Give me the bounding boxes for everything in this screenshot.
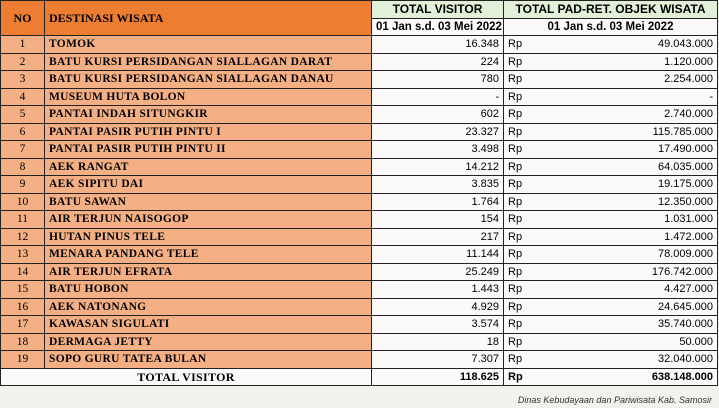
row-number: 18 [1,333,45,351]
currency-label: Rp [504,316,528,334]
currency-label: Rp [504,281,528,299]
currency-label: Rp [504,106,528,124]
table-row [1,53,718,71]
destination-name: PANTAI PASIR PUTIH PINTU I [45,123,372,141]
visitor-count: 154 [372,211,504,229]
source-note: Dinas Kebudayaan dan Pariwisata Kab. Samosir [517,395,712,405]
currency-label: Rp [504,123,528,141]
destination-name: BATU KURSI PERSIDANGAN SIALLAGAN DANAU [45,71,372,89]
header-period-visitor: 01 Jan s.d. 03 Mei 2022 [372,18,504,36]
visitor-count: 780 [372,71,504,89]
total-label: TOTAL VISITOR [1,368,372,386]
table-row [1,36,718,54]
row-number: 17 [1,316,45,334]
pad-amount: 50.000 [528,333,718,351]
row-number: 12 [1,228,45,246]
currency-label: Rp [504,298,528,316]
currency-label: Rp [504,211,528,229]
table-row [1,193,718,211]
visitor-count: 7.307 [372,351,504,369]
row-number: 2 [1,53,45,71]
visitor-count: 3.835 [372,176,504,194]
row-number: 16 [1,298,45,316]
currency-label: Rp [504,88,528,106]
currency-label: Rp [504,53,528,71]
destination-name: MENARA PANDANG TELE [45,246,372,264]
visitor-count: 16.348 [372,36,504,54]
table-row [1,71,718,89]
table-row [1,158,718,176]
destination-name: SOPO GURU TATEA BULAN [45,351,372,369]
header-total-pad: TOTAL PAD-RET. OBJEK WISATA [504,1,718,19]
total-row [1,368,718,386]
row-number: 11 [1,211,45,229]
total-currency: Rp [504,368,528,386]
pad-amount: 1.472.000 [528,228,718,246]
visitor-count: 3.574 [372,316,504,334]
visitor-count: 3.498 [372,141,504,159]
header-total-visitor: TOTAL VISITOR [372,1,504,19]
pad-amount: 1.120.000 [528,53,718,71]
pad-amount: 176.742.000 [528,263,718,281]
destination-name: PANTAI PASIR PUTIH PINTU II [45,141,372,159]
visitor-count: 1.443 [372,281,504,299]
currency-label: Rp [504,351,528,369]
visitor-count: 25.249 [372,263,504,281]
destination-name: BATU HOBON [45,281,372,299]
table-body [1,36,718,369]
row-number: 5 [1,106,45,124]
pad-amount: 1.031.000 [528,211,718,229]
destination-name: BATU SAWAN [45,193,372,211]
currency-label: Rp [504,333,528,351]
visitor-count: 4.929 [372,298,504,316]
pad-amount: 78.009.000 [528,246,718,264]
visitor-count: 14.212 [372,158,504,176]
visitor-count: 224 [372,53,504,71]
currency-label: Rp [504,193,528,211]
row-number: 15 [1,281,45,299]
destination-name: PANTAI INDAH SITUNGKIR [45,106,372,124]
table-row [1,298,718,316]
destination-name: MUSEUM HUTA BOLON [45,88,372,106]
currency-label: Rp [504,71,528,89]
pad-amount: 12.350.000 [528,193,718,211]
table-row [1,333,718,351]
row-number: 13 [1,246,45,264]
row-number: 9 [1,176,45,194]
table-row [1,123,718,141]
pad-amount: 17.490.000 [528,141,718,159]
destination-name: TOMOK [45,36,372,54]
visitor-count: 11.144 [372,246,504,264]
destination-name: BATU KURSI PERSIDANGAN SIALLAGAN DARAT [45,53,372,71]
currency-label: Rp [504,263,528,281]
destination-name: AEK SIPITU DAI [45,176,372,194]
visitor-count: 23.327 [372,123,504,141]
table-row [1,228,718,246]
currency-label: Rp [504,246,528,264]
visitor-count: 602 [372,106,504,124]
destination-name: DERMAGA JETTY [45,333,372,351]
pad-amount: 115.785.000 [528,123,718,141]
header-no: NO [1,1,45,36]
pad-amount: 49.043.000 [528,36,718,54]
destination-name: AEK NATONANG [45,298,372,316]
currency-label: Rp [504,141,528,159]
table-row [1,88,718,106]
destination-name: KAWASAN SIGULATI [45,316,372,334]
row-number: 14 [1,263,45,281]
pad-amount: 64.035.000 [528,158,718,176]
row-number: 7 [1,141,45,159]
table-row [1,106,718,124]
row-number: 10 [1,193,45,211]
visitor-count: 18 [372,333,504,351]
visitor-count: 1.764 [372,193,504,211]
pad-amount: 4.427.000 [528,281,718,299]
destination-name: AIR TERJUN EFRATA [45,263,372,281]
table-row [1,263,718,281]
destination-name: AIR TERJUN NAISOGOP [45,211,372,229]
header-destination: DESTINASI WISATA [45,1,372,36]
table-row [1,351,718,369]
total-pad: 638.148.000 [528,368,718,386]
table-row [1,281,718,299]
pad-amount: - [528,88,718,106]
table-row [1,141,718,159]
table-row [1,176,718,194]
row-number: 1 [1,36,45,54]
row-number: 6 [1,123,45,141]
pad-amount: 19.175.000 [528,176,718,194]
pad-amount: 2.740.000 [528,106,718,124]
row-number: 19 [1,351,45,369]
total-visitors: 118.625 [372,368,504,386]
row-number: 8 [1,158,45,176]
currency-label: Rp [504,158,528,176]
row-number: 3 [1,71,45,89]
pad-amount: 2.254.000 [528,71,718,89]
destination-name: AEK RANGAT [45,158,372,176]
table-row [1,246,718,264]
pad-amount: 35.740.000 [528,316,718,334]
pad-amount: 32.040.000 [528,351,718,369]
destination-name: HUTAN PINUS TELE [45,228,372,246]
currency-label: Rp [504,176,528,194]
pad-amount: 24.645.000 [528,298,718,316]
table-row [1,211,718,229]
currency-label: Rp [504,228,528,246]
visitor-count: - [372,88,504,106]
row-number: 4 [1,88,45,106]
currency-label: Rp [504,36,528,54]
visitor-count: 217 [372,228,504,246]
header-period-pad: 01 Jan s.d. 03 Mei 2022 [504,18,718,36]
table-row [1,316,718,334]
